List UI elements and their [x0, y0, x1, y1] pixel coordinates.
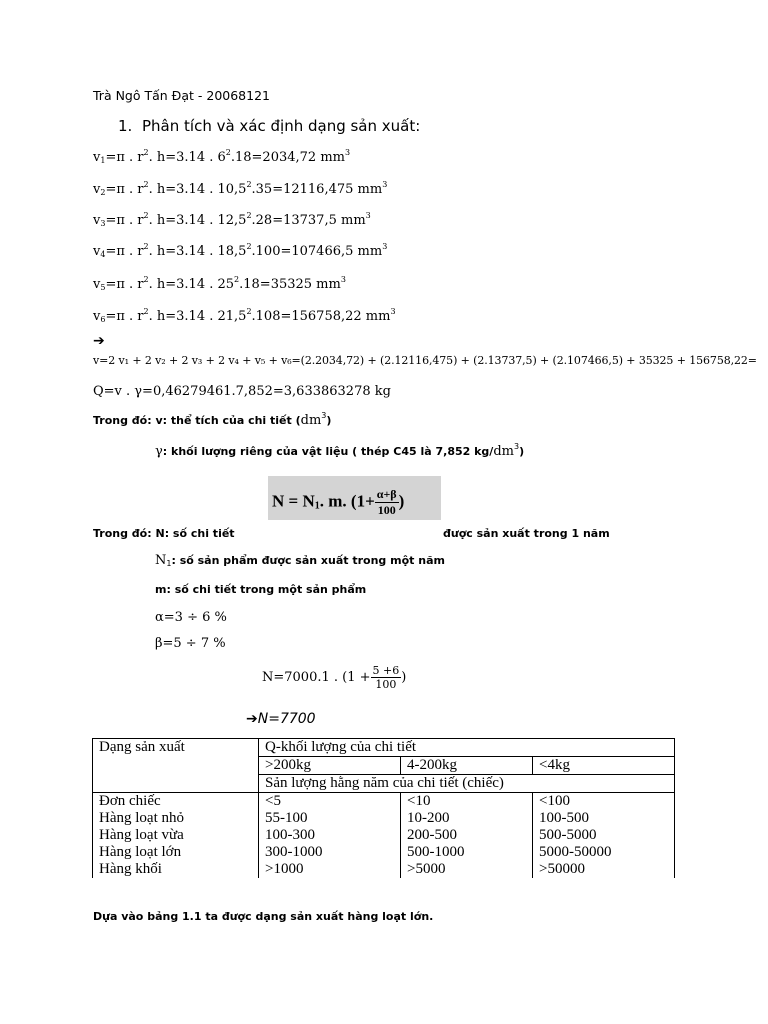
table-header-yearly: Sản lượng hằng năm của chi tiết (chiếc)	[259, 775, 675, 793]
weight-col-2: 4-200kg	[401, 757, 533, 775]
note-n: Trong đó: N: số chi tiết	[93, 527, 235, 540]
n-formula: N=7000.1 . (1 + $\frac{5 +6}{100}$ )	[262, 664, 407, 691]
table-cell: 300-1000	[259, 844, 401, 861]
table-cell: 100-500	[533, 810, 675, 827]
table-header-type: Dạng sản xuất	[93, 739, 259, 793]
table-row	[93, 810, 675, 827]
table-cell: <5	[259, 793, 401, 811]
production-formula-box: $N = N_1$. m. (1+ $\frac{\alpha+\beta}{100}$ )	[268, 476, 441, 520]
mass-formula: Q=v . γ=0,46279461.7,852=3,633863278 kg	[93, 384, 391, 399]
production-type-name: Hàng loạt vừa	[93, 827, 259, 844]
production-type-table	[92, 738, 675, 878]
production-type-name: Hàng loạt nhỏ	[93, 810, 259, 827]
production-type-name: Hàng loạt lớn	[93, 844, 259, 861]
beta-range: β=5 ÷ 7 %	[155, 636, 226, 651]
note-m: m: số chi tiết trong một sản phẩm	[155, 583, 367, 596]
table-cell: >1000	[259, 861, 401, 878]
table-header-mass: Q-khối lượng của chi tiết	[259, 739, 675, 757]
note-density: γ: khối lượng riêng của vật liệu ( thép C45 là 7,852 $kg/dm^3$)	[155, 442, 525, 459]
n-fraction: $\frac{5 +6}{100}$	[372, 664, 400, 691]
table-cell: 10-200	[401, 810, 533, 827]
table-cell: <10	[401, 793, 533, 811]
note-volume: Trong đó: v: thể tích của chi tiết $(dm^3)$	[93, 411, 332, 428]
table-cell: 5000-50000	[533, 844, 675, 861]
volume-formula: $v_2=\pi$ . $r^2$. h=3.14 . $10,5^2.35=12116,475$ $mm^3$	[93, 180, 388, 197]
note-n1: $N_1$: số sản phẩm được sản xuất trong một năm	[155, 553, 445, 568]
note-n-right: được sản xuất trong 1 năm	[443, 527, 610, 540]
table-row	[93, 844, 675, 861]
author-line: Trà Ngô Tấn Đạt - 20068121	[93, 88, 270, 103]
table-row	[93, 861, 675, 878]
table-cell: 100-300	[259, 827, 401, 844]
arrow-icon: ➔	[93, 333, 105, 349]
production-type-name: Hàng khối	[93, 861, 259, 878]
volume-formula: $v_4=\pi$ . $r^2$. h=3.14 . $18,5^2.100=107466,5$ $mm^3$	[93, 242, 388, 259]
volume-sum-formula: v=2 v₁ + 2 v₂ + 2 v₃ + 2 v₄ + v₅ + v₆=(2.2034,72) + (2.12116,475) + (2.13737,5) + (2.107466,5) + 35325 + 156758,22=	[93, 354, 757, 367]
weight-col-1: >200kg	[259, 757, 401, 775]
table-row	[93, 827, 675, 844]
weight-col-3: <4kg	[533, 757, 675, 775]
volume-formula: $v_3=\pi$ . $r^2$. h=3.14 . $12,5^2.28=13737,5$ $mm^3$	[93, 211, 371, 228]
table-row	[93, 793, 675, 811]
section-heading	[118, 117, 420, 135]
table-cell: 200-500	[401, 827, 533, 844]
volume-formula: $v_6=\pi$ . $r^2$. h=3.14 . $21,5^2.108=156758,22$ $mm^3$	[93, 307, 396, 324]
volume-formula: $v_5=\pi$ . $r^2$. h=3.14 . $25^2.18=35325$ $mm^3$	[93, 275, 346, 292]
table-cell: >50000	[533, 861, 675, 878]
boxed-fraction: $\frac{\alpha+\beta}{100}$	[376, 487, 397, 517]
table-cell: 500-5000	[533, 827, 675, 844]
table-cell: <100	[533, 793, 675, 811]
volume-formula: $v_1=\pi$ . $r^2$. h=3.14 . $6^2.18=2034,72$ $mm^3$	[93, 148, 351, 165]
n-result: ➔N=7700	[246, 711, 316, 727]
conclusion: Dựa vào bảng 1.1 ta được dạng sản xuất hàng loạt lớn.	[93, 910, 434, 923]
alpha-range: α=3 ÷ 6 %	[155, 610, 227, 625]
result-arrow-icon: ➔	[246, 711, 258, 727]
table-cell: >5000	[401, 861, 533, 878]
section-title: Phân tích và xác định dạng sản xuất:	[142, 117, 421, 135]
production-type-name: Đơn chiếc	[93, 793, 259, 811]
table-body	[93, 793, 675, 879]
table-cell: 55-100	[259, 810, 401, 827]
table-cell: 500-1000	[401, 844, 533, 861]
note-lead: Trong đó:	[93, 414, 152, 427]
section-number: 1.	[118, 117, 133, 135]
